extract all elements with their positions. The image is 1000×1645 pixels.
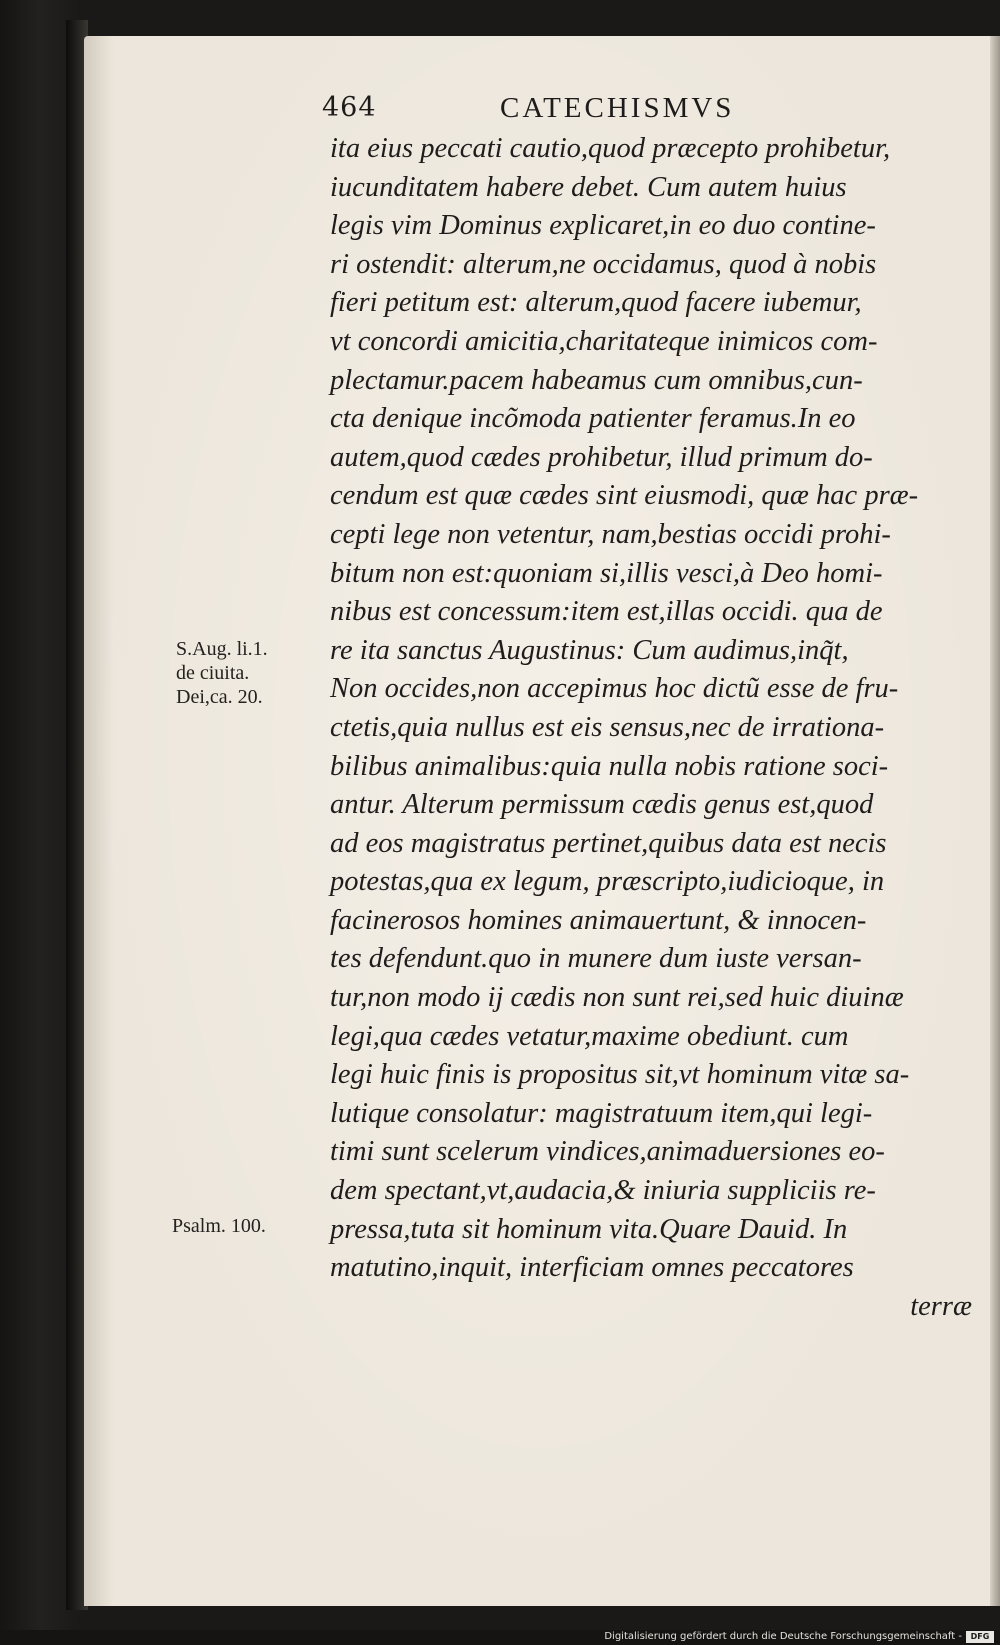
text-line: potestas,qua ex legum, præscripto,iudicioque, in xyxy=(330,866,885,898)
text-line: ad eos magistratus pertinet,quibus data est necis xyxy=(330,827,887,859)
text-line: timi sunt scelerum vindices,animaduersiones eo- xyxy=(330,1136,885,1168)
margin-note-line: Psalm. 100. xyxy=(172,1215,266,1237)
margin-note-line: Dei,ca. 20. xyxy=(176,686,263,708)
text-line: fieri petitum est: alterum,quod facere iubemur, xyxy=(330,287,862,319)
margin-note-line: de ciuita. xyxy=(176,662,250,684)
text-line: plectamur.pacem habeamus cum omnibus,cun- xyxy=(330,364,863,396)
text-line: ri ostendit: alterum,ne occidamus, quod à nobis xyxy=(330,248,877,280)
text-line: legi huic finis is propositus sit,vt hominum vitæ sa- xyxy=(330,1059,910,1091)
body-text xyxy=(330,130,990,1326)
text-line: cta denique incõmoda patienter feramus.In eo xyxy=(330,403,856,435)
text-line: nibus est concessum:item est,illas occidi. qua de xyxy=(330,596,883,628)
margin-note-augustine xyxy=(176,637,268,709)
page-edge xyxy=(990,36,1000,1606)
margin-note-line: S.Aug. li.1. xyxy=(176,638,268,660)
text-line: dem spectant,vt,audacia,& iniuria suppliciis re- xyxy=(330,1175,876,1207)
text-line: antur. Alterum permissum cædis genus est,quod xyxy=(330,789,874,821)
page-number: 464 xyxy=(322,92,377,123)
text-line: iucunditatem habere debet. Cum autem huius xyxy=(330,171,847,203)
margin-note-psalm xyxy=(172,1214,266,1238)
text-line: bitum non est:quoniam si,illis vesci,à Deo homi- xyxy=(330,557,883,589)
text-line: cepti lege non vetentur, nam,bestias occidi prohi- xyxy=(330,518,891,550)
text-line: tur,non modo ij cædis non sunt rei,sed huic diuinæ xyxy=(330,982,904,1014)
text-line: legi,qua cædes vetatur,maxime obediunt. cum xyxy=(330,1020,849,1052)
text-line: lutique consolatur: magistratuum item,qui legi- xyxy=(330,1097,873,1129)
text-line: ita eius peccati cautio,quod præcepto prohibetur, xyxy=(330,133,891,164)
running-title: CATECHISMVS xyxy=(500,92,735,124)
text-line: autem,quod cædes prohibetur, illud primum do- xyxy=(330,441,873,473)
text-line: vt concordi amicitia,charitateque inimicos com- xyxy=(330,325,878,357)
text-line: legis vim Dominus explicaret,in eo duo contine- xyxy=(330,210,876,242)
page-header xyxy=(322,92,822,132)
funding-credit: Digitalisierung gefördert durch die Deutsche Forschungsgemeinschaft - xyxy=(604,1631,962,1642)
text-line: cendum est quæ cædes sint eiusmodi, quæ hac præ- xyxy=(330,480,919,512)
text-line: matutino,inquit, interficiam omnes peccatores xyxy=(330,1252,854,1284)
catchword: terræ xyxy=(910,1290,972,1322)
text-line: re ita sanctus Augustinus: Cum audimus,inq̃t, xyxy=(330,634,849,666)
text-line: facinerosos homines animauertunt, & innocen- xyxy=(330,904,867,936)
text-line: tes defendunt.quo in munere dum iuste versan- xyxy=(330,943,862,975)
dfg-logo: DFG xyxy=(966,1631,994,1643)
text-line: bilibus animalibus:quia nulla nobis ratione soci- xyxy=(330,750,889,782)
text-line: Non occides,non accepimus hoc dictũ esse de fru- xyxy=(330,673,899,705)
text-line: pressa,tuta sit hominum vita.Quare Dauid. In xyxy=(330,1213,848,1245)
text-line: ctetis,quia nullus est eis sensus,nec de irrationa- xyxy=(330,711,885,743)
